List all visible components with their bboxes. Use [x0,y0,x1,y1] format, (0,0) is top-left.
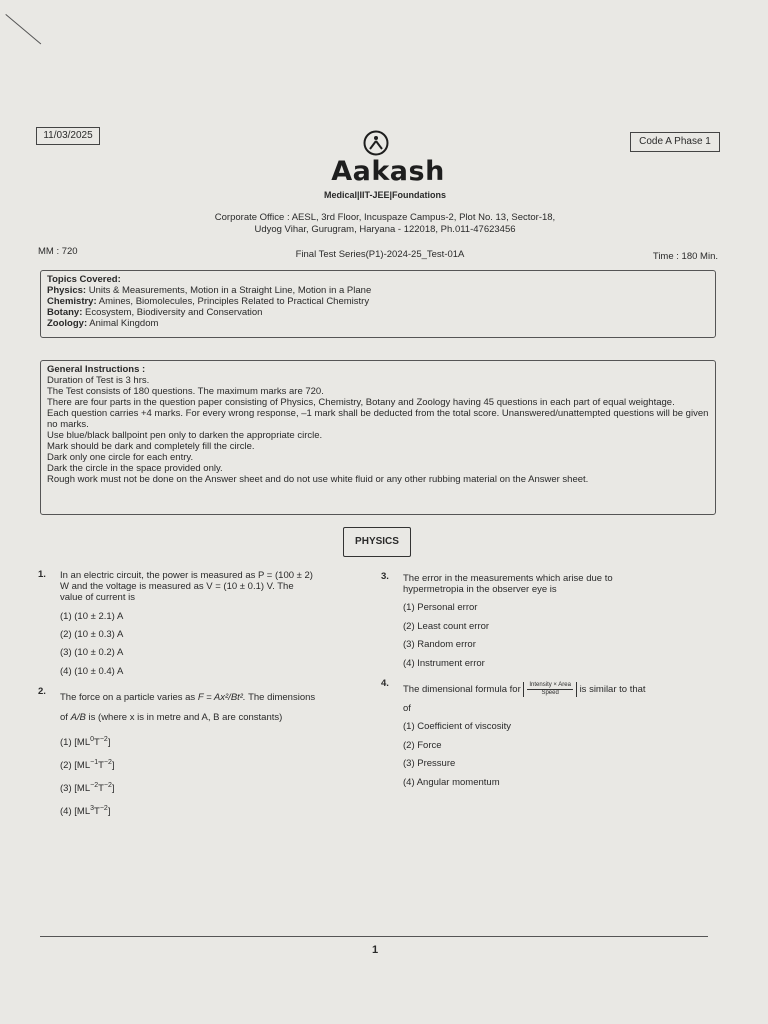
topic-row-physics: Physics: Units & Measurements, Motion in a Straight Line, Motion in a Plane [47,285,372,296]
pen-stroke-mark [5,14,41,44]
ratio-formula: A/B [70,712,86,723]
option: (4) Instrument error [403,658,485,669]
instructions-heading: General Instructions : [47,364,146,375]
question-text: The error in the measurements which arise due to hypermetropia in the observer eye is [403,573,613,595]
option: (1) Personal error [403,602,478,613]
option: (4) (10 ± 0.4) A [60,666,124,677]
option: (3) Random error [403,639,476,650]
question-text: The dimensional formula for $\frac{\text{Intensity × Area}}{\text{Speed}}$ is similar to that [403,682,646,696]
test-series-title: Final Test Series(P1)-2024-25_Test-01A [295,249,465,260]
option: (3) (10 ± 0.2) A [60,647,124,658]
instruction-item: Use blue/black ballpoint pen only to darken the appropriate circle. [47,430,323,441]
brand-tagline: Medical|IIT-JEE|Foundations [323,190,447,200]
option: (4) Angular momentum [403,777,500,788]
option: (2) Force [403,740,442,751]
question-text: of [403,703,411,714]
brand-name: Aakash [331,156,445,187]
option: (2) (10 ± 0.3) A [60,629,124,640]
max-marks: MM : 720 [38,246,78,257]
option: (1) $[ML^0T^{-2}]$ [60,736,111,749]
instruction-item: There are four parts in the question paper consisting of Physics, Chemistry, Botany and Zoology having 45 questions in each part of equal weightage. [47,397,675,408]
option: (3) Pressure [403,758,456,769]
topic-row-chemistry: Chemistry: Amines, Biomolecules, Principles Related to Practical Chemistry [47,296,370,307]
page-number: 1 [371,944,379,956]
question-text: of A/B is (where x is in metre and A, B are constants) [60,712,283,723]
question-number: 4. [381,678,389,689]
instruction-item: The Test consists of 180 questions. The maximum marks are 720. [47,386,324,397]
option: (1) Coefficient of viscosity [403,721,512,732]
question-number: 3. [381,571,389,582]
footer-rule [40,936,708,937]
question-text: The force on a particle varies as F = Ax²/Bt². The dimensions [60,692,316,703]
option: (1) (10 ± 2.1) A [60,611,124,622]
instruction-item: Each question carries +4 marks. For every wrong response, –1 mark shall be deducted from the total score. Unanswered/unattempted questions will be given no marks. [47,408,709,430]
option: (3) $[ML^{-2}T^{-2}]$ [60,782,115,795]
corporate-address-line1: Corporate Office : AESL, 3rd Floor, Incuspaze Campus-2, Plot No. 13, Sector-18, [214,212,556,223]
topic-row-zoology: Zoology: Animal Kingdom [47,318,159,329]
date-box: 11/03/2025 [36,127,100,145]
instruction-item: Dark only one circle for each entry. [47,452,194,463]
instruction-item: Rough work must not be done on the Answer sheet and do not use white fluid or any other rubbing material on the Answer sheet. [47,474,589,485]
question-text: In an electric circuit, the power is measured as P = (100 ± 2) W and the voltage is measured as V = (10 ± 0.1) V. The value of current is [60,570,313,603]
topic-row-botany: Botany: Ecosystem, Biodiversity and Conservation [47,307,263,318]
question-number: 2. [38,686,46,697]
test-duration: Time : 180 Min. [652,251,718,262]
option: (2) Least count error [403,621,490,632]
general-instructions-box [40,360,716,515]
option: (4) $[ML^3T^{-2}]$ [60,805,111,818]
paper-code-box: Code A Phase 1 [630,132,720,152]
dimensional-fraction: $\frac{\text{Intensity × Area}}{\text{Speed}}$ [523,682,577,697]
force-formula: F = Ax²/Bt². [197,692,246,703]
topics-covered-box [40,270,716,338]
aakash-logo-icon [362,130,390,156]
section-title-physics: PHYSICS [343,527,411,557]
topics-heading: Topics Covered: [47,274,121,285]
question-number: 1. [38,569,46,580]
option: (2) $[ML^{-1}T^{-2}]$ [60,759,115,772]
instruction-item: Mark should be dark and completely fill the circle. [47,441,255,452]
instruction-item: Duration of Test is 3 hrs. [47,375,150,386]
corporate-address-line2: Udyog Vihar, Gurugram, Haryana - 122018, Ph.011-47623456 [254,224,516,235]
instruction-item: Dark the circle in the space provided only. [47,463,223,474]
